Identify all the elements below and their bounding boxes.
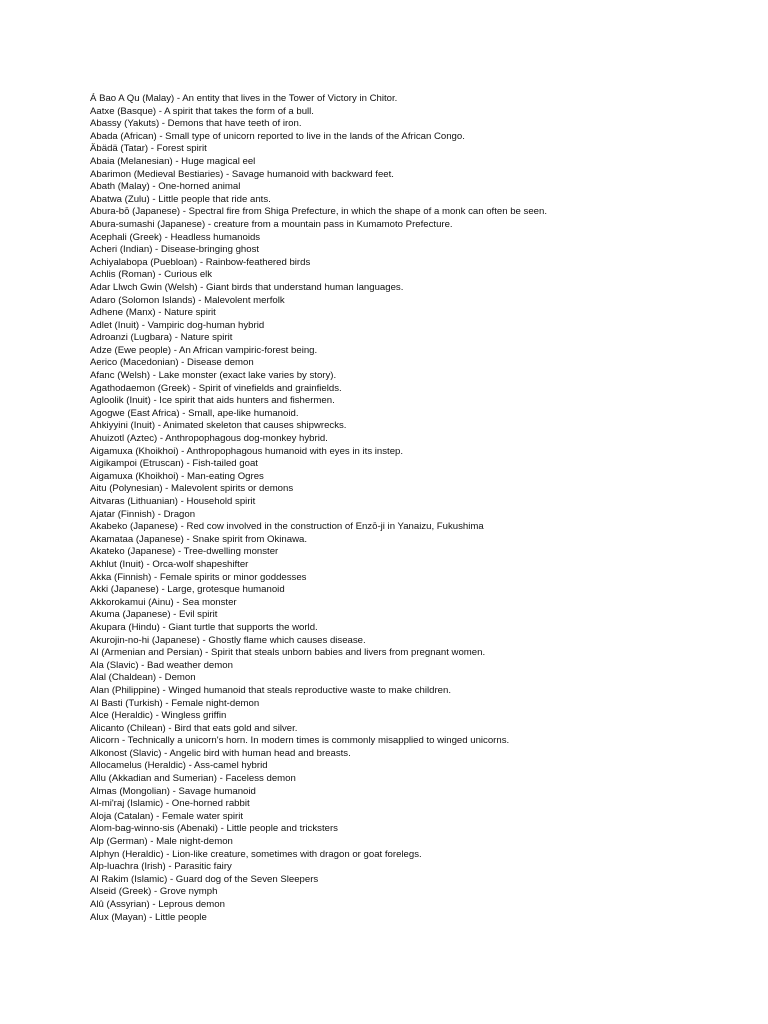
list-item: Acephali (Greek) - Headless humanoids	[90, 231, 261, 243]
list-item: Akka (Finnish) - Female spirits or minor goddesses	[90, 571, 307, 583]
list-item: Alom-bag-winno-sis (Abenaki) - Little people and tricksters	[90, 823, 338, 835]
list-item: Adroanzi (Lugbara) - Nature spirit	[90, 332, 233, 344]
list-item: Almas (Mongolian) - Savage humanoid	[90, 785, 256, 797]
list-item: Al (Armenian and Persian) - Spirit that steals unborn babies and livers from pregnant women.	[90, 647, 486, 659]
list-item: Adar Llwch Gwin (Welsh) - Giant birds that understand human languages.	[90, 281, 404, 293]
list-item: Allocamelus (Heraldic) - Ass-camel hybrid	[90, 760, 268, 772]
list-item: Alicorn - Technically a unicorn's horn. In modern times is commonly misapplied to winged unicorns.	[90, 735, 510, 747]
list-item: Adlet (Inuit) - Vampiric dog-human hybrid	[90, 319, 265, 331]
list-item: Abura-sumashi (Japanese) - creature from a mountain pass in Kumamoto Prefecture.	[90, 218, 453, 230]
list-item: Abath (Malay) - One-horned animal	[90, 181, 241, 193]
list-item: Adaro (Solomon Islands) - Malevolent merfolk	[90, 294, 285, 306]
list-item: Agathodaemon (Greek) - Spirit of vinefields and grainfields.	[90, 382, 342, 394]
entry-list	[90, 93, 750, 924]
list-item: Ala (Slavic) - Bad weather demon	[90, 659, 233, 671]
list-item: Á Bao A Qu (Malay) - An entity that lives in the Tower of Victory in Chitor.	[90, 93, 398, 104]
list-item: Akamataa (Japanese) - Snake spirit from Okinawa.	[90, 533, 308, 545]
list-item: Akabeko (Japanese) - Red cow involved in the construction of Enzō-ji in Yanaizu, Fukushima	[90, 521, 484, 533]
list-item: Ajatar (Finnish) - Dragon	[90, 508, 196, 520]
list-item: Aitu (Polynesian) - Malevolent spirits or demons	[90, 483, 294, 495]
list-item: Alan (Philippine) - Winged humanoid that steals reproductive waste to make children.	[90, 684, 452, 696]
list-item: Al Basti (Turkish) - Female night-demon	[90, 697, 260, 709]
list-item: Al Rakim (Islamic) - Guard dog of the Seven Sleepers	[90, 873, 319, 885]
list-item: Achlis (Roman) - Curious elk	[90, 269, 213, 281]
list-item: Aigikampoi (Etruscan) - Fish-tailed goat	[90, 458, 258, 470]
list-item: Aigamuxa (Khoikhoi) - Anthropophagous humanoid with eyes in its instep.	[90, 445, 404, 457]
list-item: Acheri (Indian) - Disease-bringing ghost	[90, 244, 260, 256]
list-item: Afanc (Welsh) - Lake monster (exact lake varies by story).	[90, 370, 337, 382]
list-item: Akkorokamui (Ainu) - Sea monster	[90, 596, 237, 608]
list-item: Akupara (Hindu) - Giant turtle that supports the world.	[90, 621, 318, 633]
list-item: Alux (Mayan) - Little people	[90, 911, 207, 923]
list-item: Äbädä (Tatar) - Forest spirit	[90, 143, 207, 155]
list-item: Akuma (Japanese) - Evil spirit	[90, 609, 218, 621]
list-item: Abatwa (Zulu) - Little people that ride ants.	[90, 193, 271, 205]
list-item: Abada (African) - Small type of unicorn reported to live in the lands of the African Congo.	[90, 130, 465, 142]
list-item: Aloja (Catalan) - Female water spirit	[90, 810, 244, 822]
list-item: Achiyalabopa (Puebloan) - Rainbow-feathered birds	[90, 256, 311, 268]
list-item: Abaia (Melanesian) - Huge magical eel	[90, 155, 256, 167]
list-item: Alp-luachra (Irish) - Parasitic fairy	[90, 861, 232, 873]
list-item: Alicanto (Chilean) - Bird that eats gold and silver.	[90, 722, 298, 734]
list-item: Aigamuxa (Khoikhoi) - Man-eating Ogres	[90, 470, 264, 482]
list-item: Ahkiyyini (Inuit) - Animated skeleton that causes shipwrecks.	[90, 420, 347, 432]
list-item: Agogwe (East Africa) - Small, ape-like humanoid.	[90, 407, 299, 419]
list-item: Abura-bō (Japanese) - Spectral fire from Shiga Prefecture, in which the shape of a monk can often be seen.	[90, 206, 548, 218]
list-item: Alû (Assyrian) - Leprous demon	[90, 899, 225, 910]
list-item: Al-mi'raj (Islamic) - One-horned rabbit	[90, 798, 250, 810]
list-item: Allu (Akkadian and Sumerian) - Faceless demon	[90, 773, 296, 785]
list-item: Aatxe (Basque) - A spirit that takes the form of a bull.	[90, 105, 314, 117]
list-item: Abassy (Yakuts) - Demons that have teeth of iron.	[90, 118, 302, 130]
list-item: Alkonost (Slavic) - Angelic bird with human head and breasts.	[90, 747, 351, 759]
list-item: Adhene (Manx) - Nature spirit	[90, 307, 216, 319]
list-item: Alphyn (Heraldic) - Lion-like creature, sometimes with dragon or goat forelegs.	[90, 848, 422, 860]
list-item: Akhlut (Inuit) - Orca-wolf shapeshifter	[90, 558, 249, 570]
list-item: Ahuizotl (Aztec) - Anthropophagous dog-monkey hybrid.	[90, 433, 328, 445]
list-item: Abarimon (Medieval Bestiaries) - Savage humanoid with backward feet.	[90, 168, 394, 180]
list-item: Alal (Chaldean) - Demon	[90, 672, 196, 684]
list-item: Akurojin-no-hi (Japanese) - Ghostly flame which causes disease.	[90, 634, 366, 646]
list-item: Alp (German) - Male night-demon	[90, 836, 233, 848]
list-item: Aerico (Macedonian) - Disease demon	[90, 357, 254, 369]
list-item: Adze (Ewe people) - An African vampiric-forest being.	[90, 344, 318, 356]
list-item: Akki (Japanese) - Large, grotesque humanoid	[90, 584, 285, 596]
list-item: Akateko (Japanese) - Tree-dwelling monster	[90, 546, 279, 558]
list-item: Agloolik (Inuit) - Ice spirit that aids hunters and fishermen.	[90, 395, 335, 407]
list-item: Alseid (Greek) - Grove nymph	[90, 886, 218, 898]
list-item: Alce (Heraldic) - Wingless griffin	[90, 710, 227, 722]
list-item: Aitvaras (Lithuanian) - Household spirit	[90, 496, 256, 507]
